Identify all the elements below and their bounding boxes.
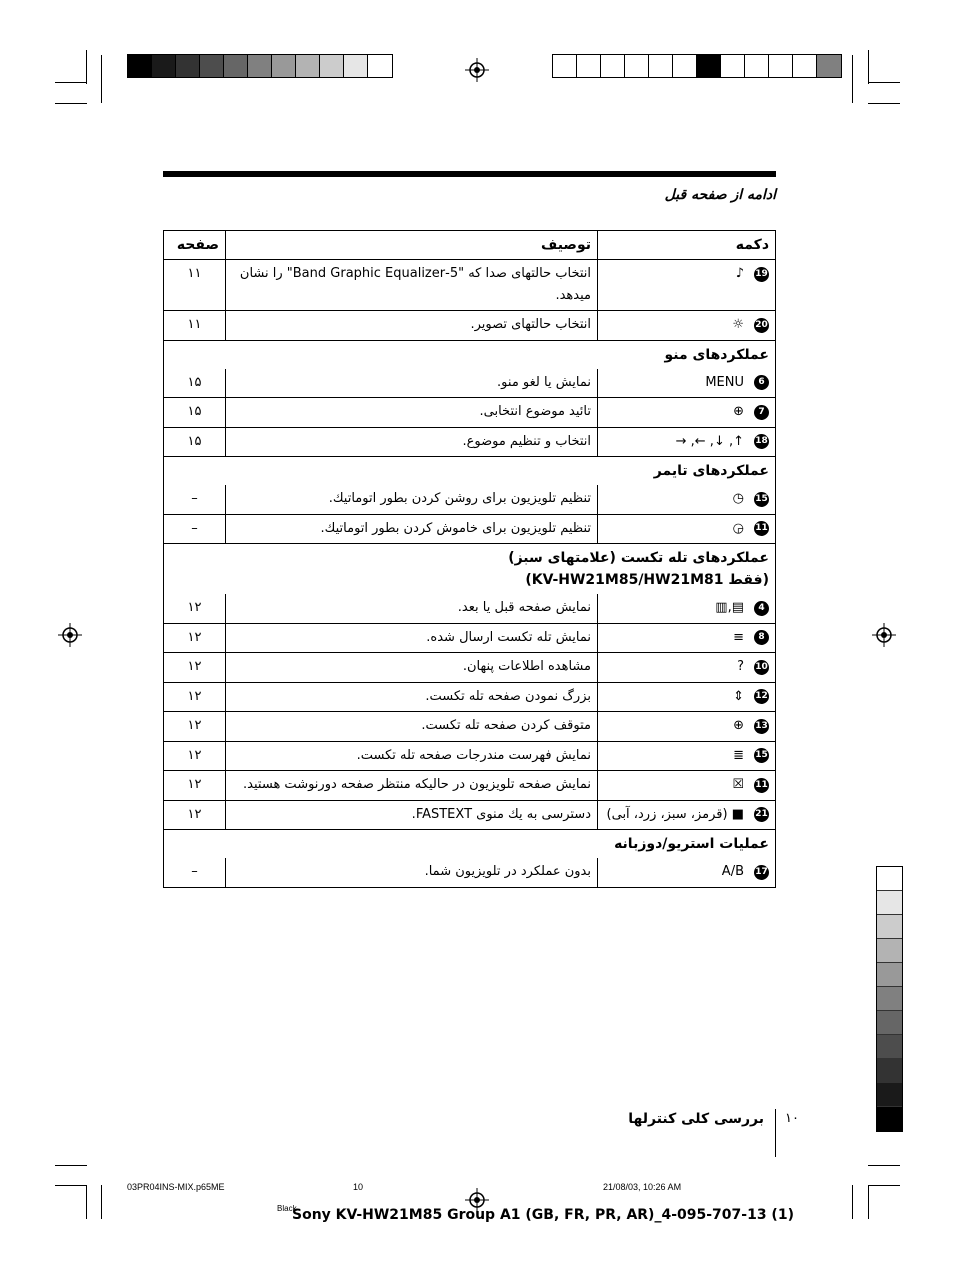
page-cell: ۱۵ — [164, 398, 226, 428]
color-swatch — [877, 987, 902, 1011]
color-swatch — [877, 1107, 902, 1131]
color-swatch — [601, 55, 625, 77]
description-cell: بدون عملکرد در تلویزیون شما. — [226, 858, 598, 887]
callout-number-icon: 15 — [754, 492, 769, 507]
remote-key-symbol: ■ (قرمز، سبز، زرد، آبی) — [606, 806, 744, 822]
description-cell: دسترسی به یك منوی FASTEXT. — [226, 800, 598, 830]
callout-number-icon: 6 — [754, 375, 769, 390]
section-title-cell — [164, 544, 776, 595]
description-cell: تنظیم تلویزیون برای خاموش کردن بطور اتوماتیك. — [226, 514, 598, 544]
button-cell — [598, 682, 776, 712]
page-cell: – — [164, 485, 226, 514]
section-header — [164, 457, 776, 486]
color-swatch — [200, 55, 224, 77]
section-title: عملیات استریو/دوزبانه — [614, 836, 769, 852]
description-cell: انتخاب حالتهای صدا که "5-Band Graphic Equalizer" را نشان میدهد. — [226, 260, 598, 311]
crop-mark — [55, 103, 87, 104]
color-swatch — [625, 55, 649, 77]
black-label: Black — [277, 1204, 297, 1213]
section-title: عملکردهای منو — [664, 346, 769, 363]
description-cell: تنظیم تلویزیون برای روشن کردن بطور اتوماتیك. — [226, 485, 598, 514]
section-title: عملکردهای تله تکست (علامتهای سبز) — [508, 550, 769, 566]
description-cell: نمایش فهرست مندرجات صفحه تله تکست. — [226, 741, 598, 771]
crop-mark — [55, 1185, 87, 1186]
section-title: بررسی کلی کنترلها — [628, 1111, 764, 1127]
table-row — [164, 623, 776, 653]
color-calibration-bar-side — [876, 866, 903, 1132]
header-rule — [163, 171, 776, 177]
table-row — [164, 369, 776, 398]
section-title-cell — [164, 457, 776, 486]
crop-mark — [55, 1165, 87, 1166]
callout-number-icon: 8 — [754, 630, 769, 645]
page-cell: ۱۱ — [164, 260, 226, 311]
color-swatch — [553, 55, 577, 77]
color-swatch — [224, 55, 248, 77]
table-row — [164, 800, 776, 830]
page-cell: ۱۲ — [164, 653, 226, 683]
callout-number-icon: 15 — [754, 748, 769, 763]
table-row — [164, 311, 776, 341]
description-cell: نمایش صفحه تلویزیون در حالیکه منتظر صفحه دورنوشت هستید. — [226, 771, 598, 801]
remote-key-symbol: ◷ — [732, 491, 744, 506]
page-cell: – — [164, 514, 226, 544]
crop-mark — [852, 55, 853, 103]
button-cell — [598, 771, 776, 801]
color-swatch — [128, 55, 152, 77]
button-cell — [598, 858, 776, 887]
color-swatch — [877, 1059, 902, 1083]
remote-key-symbol: ◶ — [732, 520, 744, 536]
table-row — [164, 485, 776, 514]
color-swatch — [817, 55, 841, 77]
button-cell — [598, 712, 776, 742]
controls-table — [163, 230, 776, 888]
remote-key-symbol: ⇕ — [733, 688, 744, 704]
page-cell: ۱۲ — [164, 712, 226, 742]
button-cell — [598, 653, 776, 683]
col-button-header: دکمه — [598, 231, 776, 260]
button-cell — [598, 260, 776, 311]
table-row — [164, 653, 776, 683]
registration-mark-icon — [58, 623, 82, 647]
color-calibration-bar-left — [127, 54, 393, 78]
color-swatch — [877, 963, 902, 987]
table-row — [164, 682, 776, 712]
section-header — [164, 340, 776, 369]
color-swatch — [272, 55, 296, 77]
remote-key-symbol: A/B — [721, 864, 744, 879]
table-row — [164, 712, 776, 742]
button-cell — [598, 311, 776, 341]
color-swatch — [248, 55, 272, 77]
page-cell: – — [164, 858, 226, 887]
crop-mark — [101, 1185, 102, 1219]
callout-number-icon: 12 — [754, 689, 769, 704]
color-calibration-bar-right — [552, 54, 842, 78]
remote-key-symbol: MENU — [705, 374, 744, 390]
color-swatch — [745, 55, 769, 77]
color-swatch — [877, 1035, 902, 1059]
callout-number-icon: 21 — [754, 807, 769, 822]
color-swatch — [877, 891, 902, 915]
table-row — [164, 741, 776, 771]
crop-mark — [55, 82, 87, 83]
remote-key-symbol: ⊕ — [733, 404, 744, 419]
callout-number-icon: 11 — [754, 778, 769, 793]
col-desc-header: توصیف — [226, 231, 598, 260]
callout-number-icon: 11 — [754, 521, 769, 536]
color-swatch — [877, 915, 902, 939]
remote-key-symbol: ≣ — [733, 747, 744, 763]
callout-number-icon: 18 — [754, 434, 769, 449]
color-swatch — [649, 55, 673, 77]
page-cell: ۱۲ — [164, 771, 226, 801]
table-row — [164, 260, 776, 311]
button-cell — [598, 369, 776, 398]
crop-mark — [852, 1185, 853, 1219]
color-swatch — [877, 1011, 902, 1035]
button-cell — [598, 800, 776, 830]
crop-mark — [101, 55, 102, 103]
section-title: عملکردهای تایمر — [653, 463, 769, 479]
callout-number-icon: 13 — [754, 719, 769, 734]
callout-number-icon: 4 — [754, 601, 769, 616]
color-swatch — [769, 55, 793, 77]
section-title-cell — [164, 340, 776, 369]
callout-number-icon: 20 — [754, 318, 769, 333]
crop-mark — [868, 1185, 869, 1219]
button-cell — [598, 741, 776, 771]
page-cell: ۱۲ — [164, 741, 226, 771]
button-cell — [598, 623, 776, 653]
color-swatch — [697, 55, 721, 77]
remote-key-symbol: ↑, ↓, ←, → — [675, 433, 744, 449]
footer-divider — [775, 1109, 776, 1157]
page-cell: ۱۲ — [164, 623, 226, 653]
page-cell: ۱۲ — [164, 594, 226, 623]
table-header — [164, 231, 776, 260]
button-cell — [598, 514, 776, 544]
description-cell: متوقف کردن صفحه تله تکست. — [226, 712, 598, 742]
callout-number-icon: 10 — [754, 660, 769, 675]
footer-date: 21/08/03, 10:26 AM — [603, 1182, 682, 1192]
registration-mark-icon — [872, 623, 896, 647]
description-cell: تائید موضوع انتخابی. — [226, 398, 598, 428]
crop-mark — [868, 82, 900, 83]
description-cell: انتخاب حالتهای تصویر. — [226, 311, 598, 341]
remote-key-symbol: ≡ — [733, 629, 744, 645]
description-cell: نمایش صفحه قبل یا بعد. — [226, 594, 598, 623]
section-title-cell — [164, 830, 776, 859]
section-subtitle: (فقط KV-HW21M85/HW21M81) — [525, 572, 769, 588]
file-name: 03PR04INS-MIX.p65ME — [127, 1182, 225, 1192]
page-cell: ۱۲ — [164, 800, 226, 830]
table-row — [164, 427, 776, 457]
color-swatch — [877, 867, 902, 891]
footer-page: 10 — [353, 1182, 364, 1192]
color-swatch — [721, 55, 745, 77]
button-cell — [598, 398, 776, 428]
description-cell: نمایش تله تکست ارسال شده. — [226, 623, 598, 653]
callout-number-icon: 17 — [754, 865, 769, 880]
button-cell — [598, 594, 776, 623]
crop-mark — [868, 1165, 900, 1166]
crop-mark — [868, 50, 869, 84]
section-header — [164, 830, 776, 859]
color-swatch — [296, 55, 320, 77]
col-page-header: صفحه — [164, 231, 226, 260]
color-swatch — [577, 55, 601, 77]
callout-number-icon: 19 — [754, 267, 769, 282]
crop-mark — [868, 103, 900, 104]
crop-mark — [86, 1185, 87, 1219]
button-cell — [598, 485, 776, 514]
remote-key-symbol: ♪ — [735, 266, 744, 281]
remote-key-symbol: ☒ — [732, 777, 744, 792]
model-line: Sony KV-HW21M85 Group A1 (GB, FR, PR, AR)_4-095-707-13 (1) — [292, 1207, 794, 1223]
callout-number-icon: 7 — [754, 405, 769, 420]
description-cell: انتخاب و تنظیم موضوع. — [226, 427, 598, 457]
color-swatch — [152, 55, 176, 77]
registration-mark-icon — [465, 58, 489, 82]
table-row — [164, 514, 776, 544]
color-swatch — [793, 55, 817, 77]
section-header — [164, 544, 776, 595]
color-swatch — [877, 939, 902, 963]
color-swatch — [673, 55, 697, 77]
description-cell: بزرگ نمودن صفحه تله تکست. — [226, 682, 598, 712]
table-row — [164, 771, 776, 801]
remote-key-symbol: ⊕ — [733, 718, 744, 733]
description-cell: نمایش یا لغو منو. — [226, 369, 598, 398]
color-swatch — [320, 55, 344, 77]
page-cell: ۱۵ — [164, 369, 226, 398]
color-swatch — [344, 55, 368, 77]
table-row — [164, 594, 776, 623]
remote-key-symbol: ▤,▥ — [715, 600, 744, 615]
page-cell: ۱۲ — [164, 682, 226, 712]
color-swatch — [368, 55, 392, 77]
description-cell: مشاهده اطلاعات پنهان. — [226, 653, 598, 683]
page-number: ۱۰ — [785, 1111, 799, 1126]
continued-label: ادامه از صفحه قبل — [664, 187, 776, 203]
page-cell: ۱۱ — [164, 311, 226, 341]
table-row — [164, 398, 776, 428]
crop-mark — [868, 1185, 900, 1186]
crop-mark — [86, 50, 87, 84]
color-swatch — [176, 55, 200, 77]
remote-key-symbol: ☼ — [732, 317, 744, 332]
page-cell: ۱۵ — [164, 427, 226, 457]
remote-key-symbol: ? — [737, 659, 744, 674]
button-cell — [598, 427, 776, 457]
color-swatch — [877, 1083, 902, 1107]
table-row — [164, 858, 776, 887]
